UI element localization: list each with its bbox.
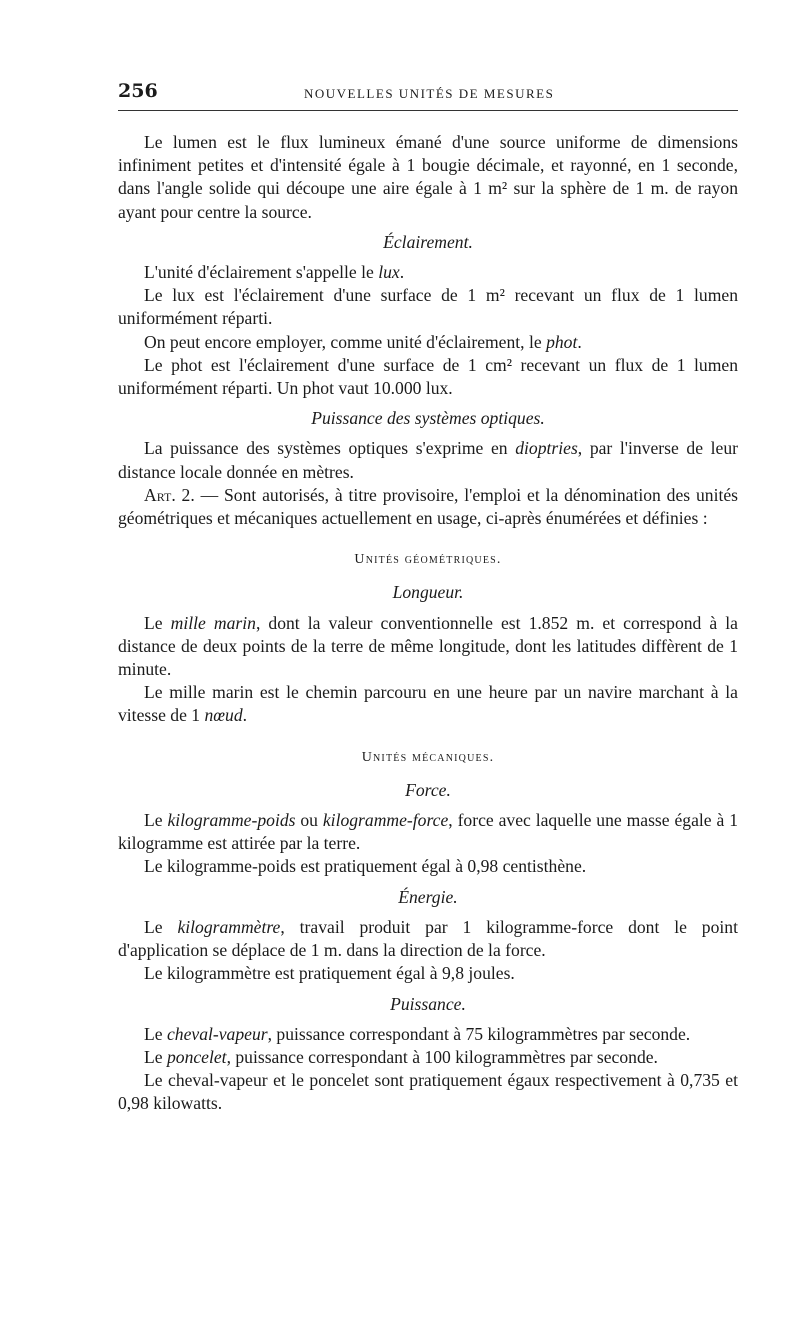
paragraph-centisthene: Le kilogramme-poids est pratiquement égal à 0,98 centisthène. bbox=[144, 856, 587, 877]
paragraph-lux-def bbox=[118, 261, 738, 284]
text-span: Le bbox=[144, 1023, 167, 1044]
text-span: On peut encore employer, comme unité d'éclairement, le bbox=[144, 331, 547, 352]
running-head: NOUVELLES UNITÉS DE MESURES bbox=[304, 86, 555, 101]
subheading-longueur: Longueur. bbox=[392, 582, 464, 603]
text-span: ou bbox=[295, 810, 323, 831]
subheading-eclairement: Éclairement. bbox=[383, 231, 473, 252]
paragraph-cheval-vapeur bbox=[118, 1023, 738, 1046]
paragraph-joules: Le kilogrammètre est pratiquement égal à 9,8 joules. bbox=[144, 963, 515, 984]
header-rule bbox=[118, 110, 738, 111]
text-span: — Sont autorisés, à titre provisoire, l'emploi et la dénomination des unités géométriques et mécaniques actuellement en usage, ci-après énumérées et définies : bbox=[118, 484, 738, 529]
text-span: , dont la valeur conventionnelle est 1.852 m. et correspond à la distance de deux points de la terre de même longitude, dont les latitudes diffèrent de 1 minute. bbox=[118, 612, 738, 680]
paragraph-article-2 bbox=[118, 484, 738, 530]
subheading-force: Force. bbox=[405, 779, 451, 800]
paragraph-kilowatts: Le cheval-vapeur et le poncelet sont pratiquement égaux respectivement à 0,735 et 0,98 kilowatts. bbox=[118, 1070, 738, 1114]
paragraph-noeud bbox=[118, 681, 738, 727]
text-span: Le mille marin est le chemin parcouru en une heure par un navire marchant à la vitesse de 1 bbox=[118, 682, 738, 726]
text-span: , puissance correspondant à 100 kilogrammètres par seconde. bbox=[226, 1046, 658, 1067]
section-unites-geometriques: Unités géométriques. bbox=[354, 552, 502, 568]
text-span: , travail produit par 1 kilogramme-force dont le point d'application se déplace de 1 m. dans la direction de la force. bbox=[118, 916, 738, 961]
italic-term: cheval-vapeur bbox=[166, 1023, 268, 1044]
paragraph-phot: Le phot est l'éclairement d'une surface de 1 cm² recevant un flux de 1 lumen uniformément réparti. Un phot vaut 10.000 lux. bbox=[118, 354, 738, 399]
paragraph-mille-marin bbox=[118, 612, 738, 682]
paragraph-phot-intro bbox=[118, 331, 738, 354]
italic-term: lux bbox=[378, 262, 400, 283]
text-span: Le bbox=[144, 1046, 167, 1067]
italic-term: dioptries bbox=[515, 438, 578, 459]
text-span: Le bbox=[144, 612, 171, 633]
subheading-puissance: Puissance. bbox=[390, 993, 466, 1014]
italic-term: kilogrammètre bbox=[177, 916, 281, 937]
paragraph-kilogramme-poids bbox=[118, 809, 738, 855]
italic-term: mille marin bbox=[170, 612, 256, 633]
italic-term: kilogramme-poids bbox=[167, 810, 296, 831]
text-span: L'unité d'éclairement s'appelle le bbox=[144, 262, 379, 283]
paragraph-poncelet bbox=[118, 1046, 738, 1069]
paragraph-lumen: Le lumen est le flux lumineux émané d'une source uniforme de dimensions infiniment petites et d'intensité égale à 1 bougie décimale, et rayonné, en 1 seconde, dans l'angle solide qui découpe une aire égale à 1 m² sur la sphère de 1 m. de rayon ayant pour centre la source. bbox=[118, 132, 738, 222]
text-span: . bbox=[577, 331, 582, 352]
text-span: . bbox=[399, 262, 405, 283]
subheading-puissance-optique: Puissance des systèmes optiques. bbox=[311, 408, 545, 429]
italic-term: phot bbox=[546, 331, 578, 352]
body-text bbox=[118, 131, 738, 1116]
article-label: Art. 2. bbox=[144, 484, 195, 505]
text-span: La puissance des systèmes optiques s'exprime en bbox=[144, 438, 516, 459]
section-unites-mecaniques: Unités mécaniques. bbox=[361, 749, 495, 765]
text-span: , puissance correspondant à 75 kilogrammètres par seconde. bbox=[267, 1023, 691, 1044]
paragraph-dioptries bbox=[118, 437, 738, 483]
page-header bbox=[118, 80, 738, 110]
italic-term: kilogramme-force bbox=[322, 810, 449, 831]
page-number: 256 bbox=[118, 80, 158, 102]
paragraph-lux: Le lux est l'éclairement d'une surface de 1 m² recevant un flux de 1 lumen uniformément réparti. bbox=[118, 285, 738, 329]
text-span: , par l'inverse de leur distance locale donnée en mètres. bbox=[118, 438, 738, 482]
paragraph-kilogrammetre bbox=[118, 916, 738, 962]
text-span: Le bbox=[144, 810, 168, 831]
text-span: , force avec laquelle une masse égale à 1 kilogramme est attirée par la terre. bbox=[118, 810, 738, 854]
italic-term: poncelet bbox=[166, 1046, 227, 1067]
text-span: . bbox=[242, 705, 248, 726]
subheading-energie: Énergie. bbox=[398, 886, 458, 907]
text-span: Le bbox=[144, 916, 178, 937]
italic-term: nœud bbox=[204, 705, 243, 726]
